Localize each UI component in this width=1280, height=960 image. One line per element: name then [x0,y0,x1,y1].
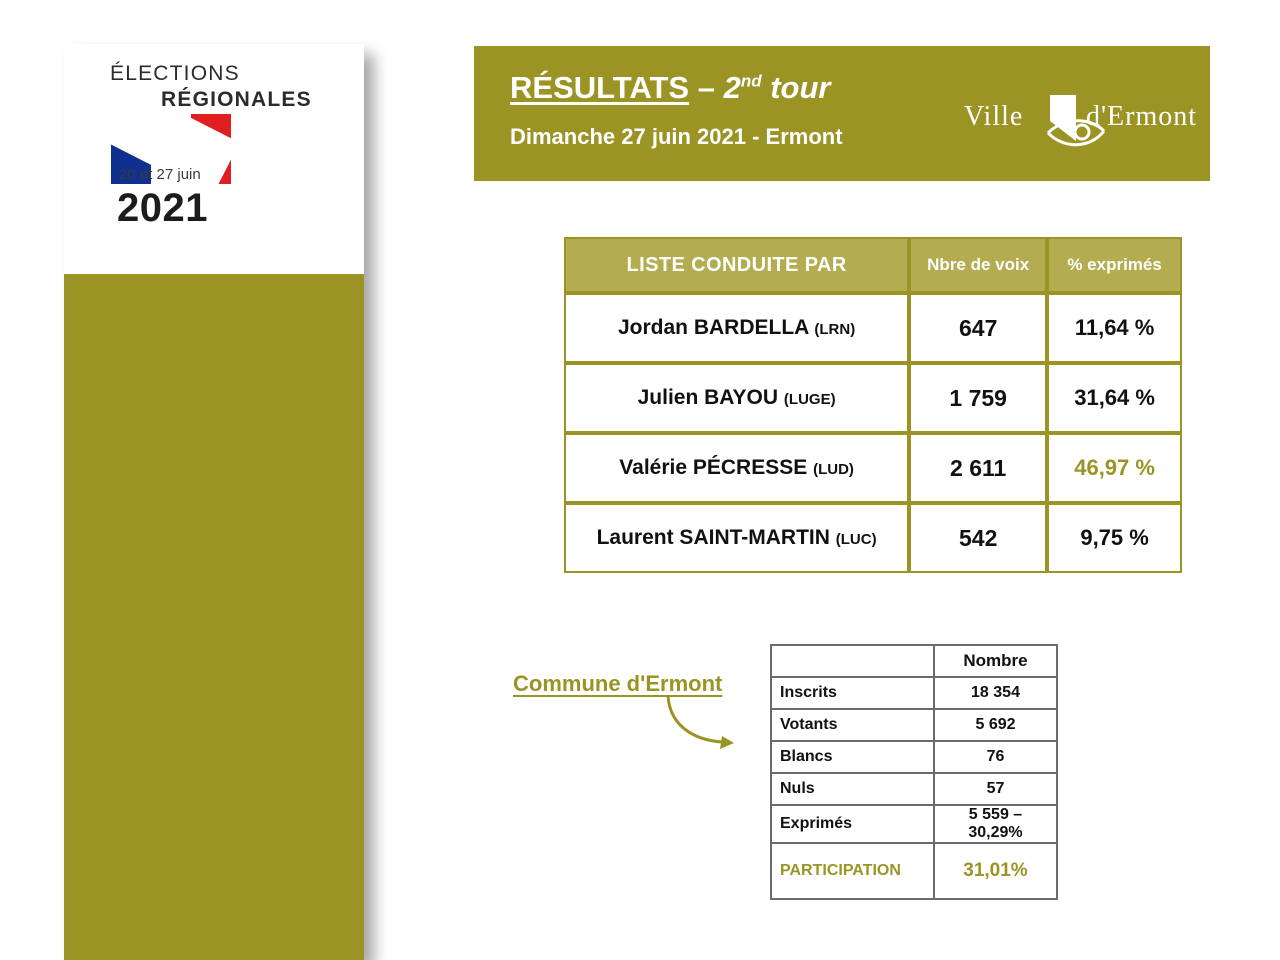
page-title-main: RÉSULTATS [510,70,690,105]
table-row [771,805,1057,843]
votes-cell: 1 759 [909,363,1047,433]
candidate-party: (LRN) [814,321,856,338]
table-row [771,741,1057,773]
curved-arrow-icon [660,694,750,754]
page-title-tour-ordinal: nd [740,71,762,91]
table-row [771,677,1057,709]
table-row [771,709,1057,741]
candidate-cell [564,433,909,503]
header-bar [474,46,1210,181]
table-row [564,363,1182,433]
votes-cell: 542 [909,503,1047,573]
table-row-participation [771,843,1057,899]
candidate-party: (LUD) [813,461,854,478]
table-row [564,503,1182,573]
summary-header-blank [771,645,934,677]
summary-value: 76 [934,741,1057,773]
results-table [564,237,1182,573]
summary-value: 18 354 [934,677,1057,709]
votes-cell: 2 611 [909,433,1047,503]
column-header-list: LISTE CONDUITE PAR [564,237,909,293]
candidate-name: Julien BAYOU [637,386,779,409]
percent-cell: 11,64 % [1047,293,1182,363]
election-dates-label: 20 et 27 juin [119,166,201,183]
candidate-name: Laurent SAINT-MARTIN [596,526,830,549]
participation-value: 31,01% [934,843,1057,899]
page-title-tour-word: tour [761,70,831,105]
left-banner-panel [64,44,364,960]
regionales-label: RÉGIONALES [161,88,312,111]
summary-value: 5 559 – 30,29% [934,805,1057,843]
election-logo-card [64,44,364,274]
summary-label: Blancs [771,741,934,773]
table-header-row [564,237,1182,293]
candidate-cell [564,503,909,573]
logo-word-ermont: d'Ermont [1086,101,1198,132]
candidate-party: (LUGE) [783,391,836,408]
summary-label: Nuls [771,773,934,805]
percent-cell: 46,97 % [1047,433,1182,503]
election-year-label: 2021 [117,186,208,230]
summary-header-nombre: Nombre [934,645,1057,677]
summary-label: Votants [771,709,934,741]
logo-word-ville: Ville [964,101,1024,132]
page-title-tour-number: 2 [723,70,741,105]
table-row [771,773,1057,805]
table-row [564,293,1182,363]
candidate-name: Jordan BARDELLA [617,316,809,339]
summary-table [770,644,1058,900]
summary-label: Exprimés [771,805,934,843]
candidate-name: Valérie PÉCRESSE [619,456,808,479]
votes-cell: 647 [909,293,1047,363]
ville-ermont-logo [964,81,1209,166]
summary-header-row [771,645,1057,677]
candidate-cell [564,293,909,363]
candidate-party: (LUC) [835,531,877,548]
percent-cell: 9,75 % [1047,503,1182,573]
percent-cell: 31,64 % [1047,363,1182,433]
summary-value: 57 [934,773,1057,805]
page-title [510,70,830,106]
summary-value: 5 692 [934,709,1057,741]
page-subtitle: Dimanche 27 juin 2021 - Ermont [510,124,843,149]
page-title-dash: – [689,70,724,105]
summary-label: Inscrits [771,677,934,709]
participation-label: PARTICIPATION [771,843,934,899]
candidate-cell [564,363,909,433]
ermont-ribbon-icon [1042,91,1112,161]
column-header-percent: % exprimés [1047,237,1182,293]
commune-label: Commune d'Ermont [513,671,723,696]
elections-label: ÉLECTIONS [110,62,240,85]
table-row [564,433,1182,503]
column-header-votes: Nbre de voix [909,237,1047,293]
